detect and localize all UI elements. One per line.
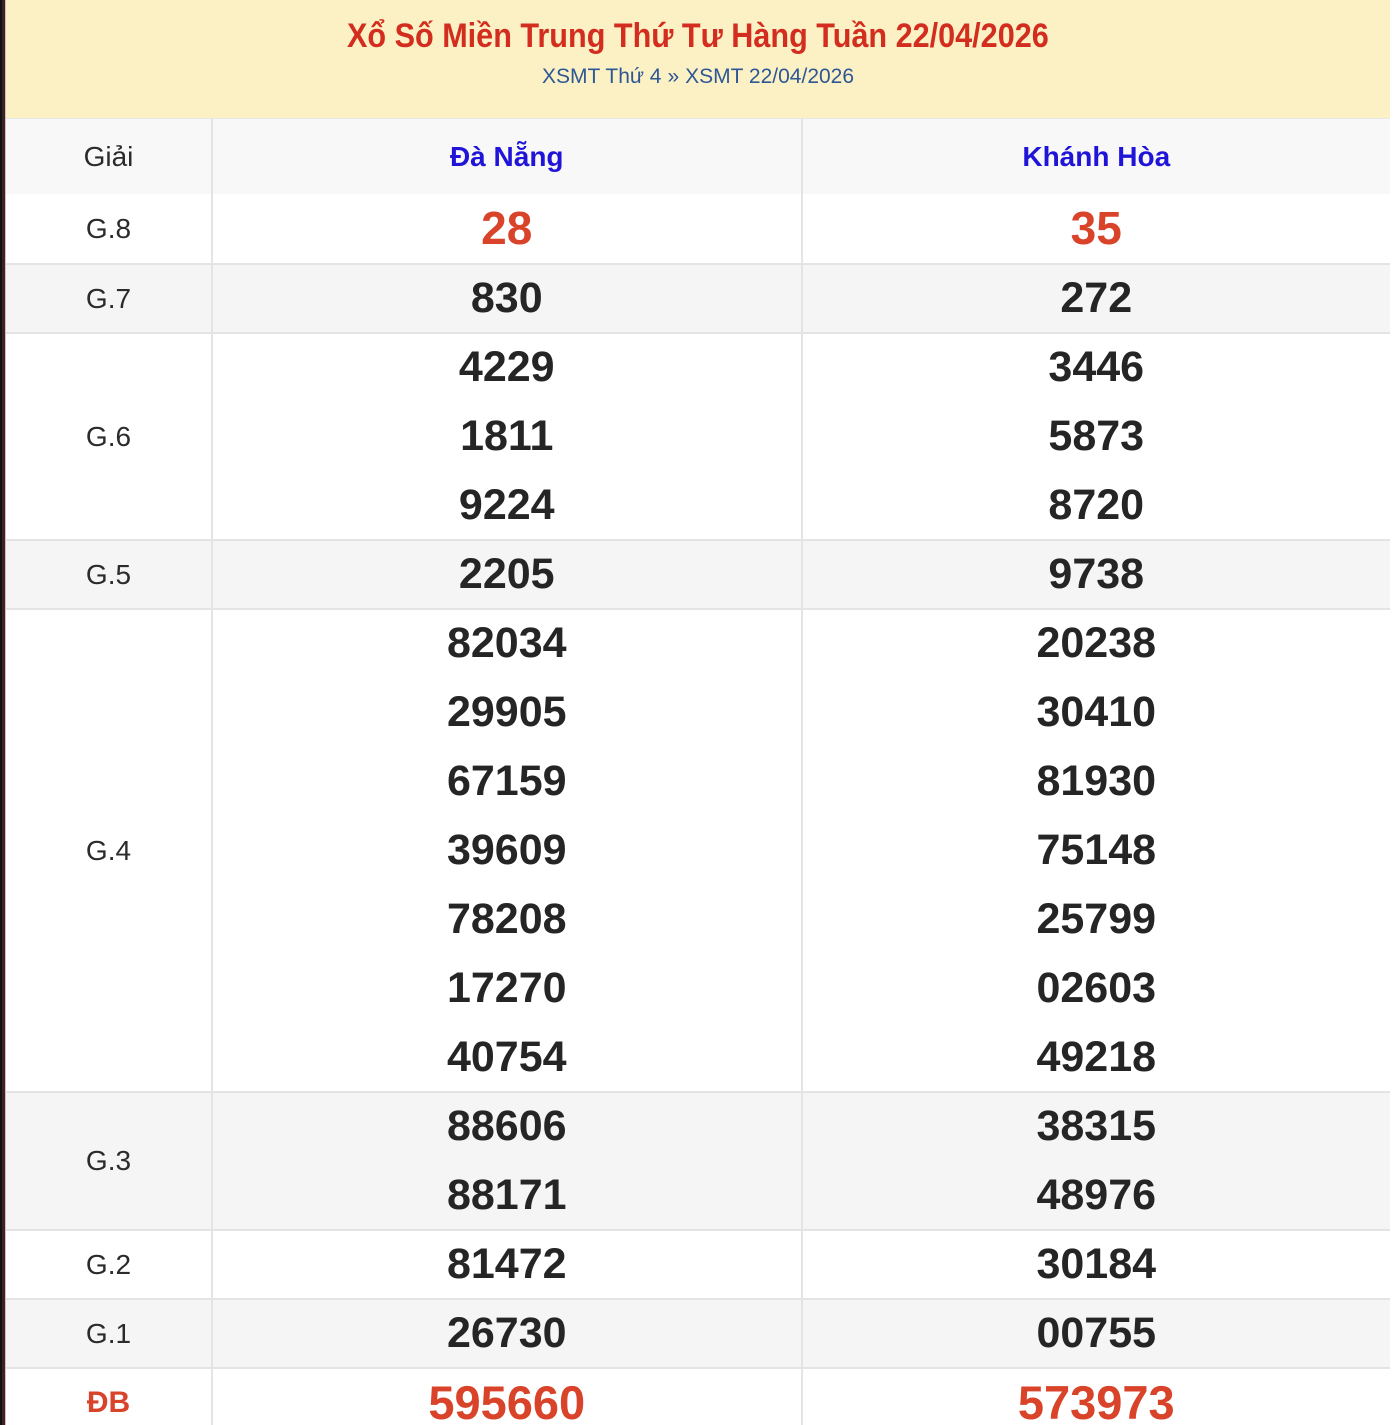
- prize-number: 82034: [446, 619, 567, 667]
- prize-number: 00755: [1036, 1309, 1157, 1357]
- column-header-prize: Giải: [6, 119, 213, 194]
- breadcrumb-link-xsmt-thu4[interactable]: XSMT Thứ 4: [541, 65, 662, 88]
- prize-label-g1: G.1: [6, 1300, 213, 1367]
- prize-number: 30410: [1036, 688, 1157, 736]
- prize-number: 573973: [1017, 1376, 1175, 1425]
- prize-row-g8: [6, 194, 1390, 263]
- prize-number: 02603: [1036, 964, 1157, 1012]
- khanh-hoa-values-g2: [803, 1231, 1391, 1298]
- prize-label-g4: G.4: [6, 610, 213, 1091]
- prize-number: 88171: [446, 1171, 567, 1219]
- prize-number: 67159: [446, 757, 567, 805]
- prize-label-b: ĐB: [6, 1369, 213, 1425]
- prize-row-g1: [6, 1298, 1390, 1367]
- prize-number: 26730: [446, 1309, 567, 1357]
- table-header-row: [6, 119, 1390, 194]
- breadcrumb-link-xsmt-date[interactable]: XSMT 22/04/2026: [685, 65, 855, 88]
- khanh-hoa-values-g1: [803, 1300, 1391, 1367]
- prize-number: 2205: [458, 550, 555, 598]
- prize-row-b: [6, 1367, 1390, 1425]
- prize-number: 9224: [458, 481, 555, 529]
- da-nang-values-g6: [213, 334, 803, 539]
- prize-number: 30184: [1036, 1240, 1157, 1288]
- prize-number: 1811: [460, 412, 554, 460]
- prize-row-g4: [6, 608, 1390, 1091]
- column-header-da-nang[interactable]: Đà Nẵng: [213, 119, 803, 194]
- prize-number: 81930: [1036, 757, 1157, 805]
- prize-number: 29905: [446, 688, 567, 736]
- prize-label-g6: G.6: [6, 334, 213, 539]
- prize-number: 39609: [446, 826, 567, 874]
- prize-number: 272: [1060, 274, 1133, 322]
- da-nang-values-g7: [213, 265, 803, 332]
- da-nang-values-g3: [213, 1093, 803, 1229]
- prize-number: 8720: [1048, 481, 1145, 529]
- prize-number: 88606: [446, 1102, 567, 1150]
- prize-label-g7: G.7: [6, 265, 213, 332]
- page-left-edge: [0, 0, 6, 1425]
- breadcrumb-separator: »: [667, 65, 680, 88]
- prize-row-g2: [6, 1229, 1390, 1298]
- prize-number: 830: [470, 274, 543, 322]
- prize-number: 81472: [446, 1240, 567, 1288]
- prize-number: 75148: [1036, 826, 1157, 874]
- da-nang-values-g1: [213, 1300, 803, 1367]
- prize-number: 28: [481, 202, 533, 254]
- khanh-hoa-values-g7: [803, 265, 1391, 332]
- khanh-hoa-values-g4: [803, 610, 1391, 1091]
- da-nang-values-g2: [213, 1231, 803, 1298]
- prize-label-g5: G.5: [6, 541, 213, 608]
- da-nang-values-b: [213, 1369, 803, 1425]
- page-header: [6, 0, 1390, 118]
- prize-label-g3: G.3: [6, 1093, 213, 1229]
- prize-number: 40754: [446, 1033, 567, 1081]
- prize-number: 9738: [1048, 550, 1145, 598]
- results-table: [6, 118, 1390, 1425]
- prize-row-g6: [6, 332, 1390, 539]
- prize-row-g7: [6, 263, 1390, 332]
- prize-number: 38315: [1036, 1102, 1157, 1150]
- khanh-hoa-values-b: [803, 1369, 1391, 1425]
- prize-number: 48976: [1036, 1171, 1157, 1219]
- prize-label-g2: G.2: [6, 1231, 213, 1298]
- results-rows: [6, 194, 1390, 1425]
- prize-number: 3446: [1048, 343, 1145, 391]
- prize-number: 4229: [458, 343, 555, 391]
- khanh-hoa-values-g5: [803, 541, 1391, 608]
- prize-number: 595660: [428, 1376, 586, 1425]
- prize-label-g8: G.8: [6, 194, 213, 263]
- da-nang-values-g8: [213, 194, 803, 263]
- prize-number: 78208: [446, 895, 567, 943]
- page-title: Xổ Số Miền Trung Thứ Tư Hàng Tuần 22/04/2026: [347, 17, 1049, 55]
- lottery-results-page: [6, 0, 1390, 1425]
- da-nang-values-g5: [213, 541, 803, 608]
- prize-number: 49218: [1036, 1033, 1157, 1081]
- da-nang-values-g4: [213, 610, 803, 1091]
- khanh-hoa-values-g6: [803, 334, 1391, 539]
- prize-number: 25799: [1036, 895, 1157, 943]
- prize-number: 17270: [446, 964, 567, 1012]
- prize-number: 35: [1070, 202, 1122, 254]
- prize-number: 5873: [1048, 412, 1145, 460]
- prize-row-g5: [6, 539, 1390, 608]
- prize-number: 20238: [1036, 619, 1157, 667]
- breadcrumb: [6, 65, 1390, 89]
- khanh-hoa-values-g8: [803, 194, 1391, 263]
- prize-row-g3: [6, 1091, 1390, 1229]
- khanh-hoa-values-g3: [803, 1093, 1391, 1229]
- column-header-khanh-hoa[interactable]: Khánh Hòa: [1022, 140, 1171, 172]
